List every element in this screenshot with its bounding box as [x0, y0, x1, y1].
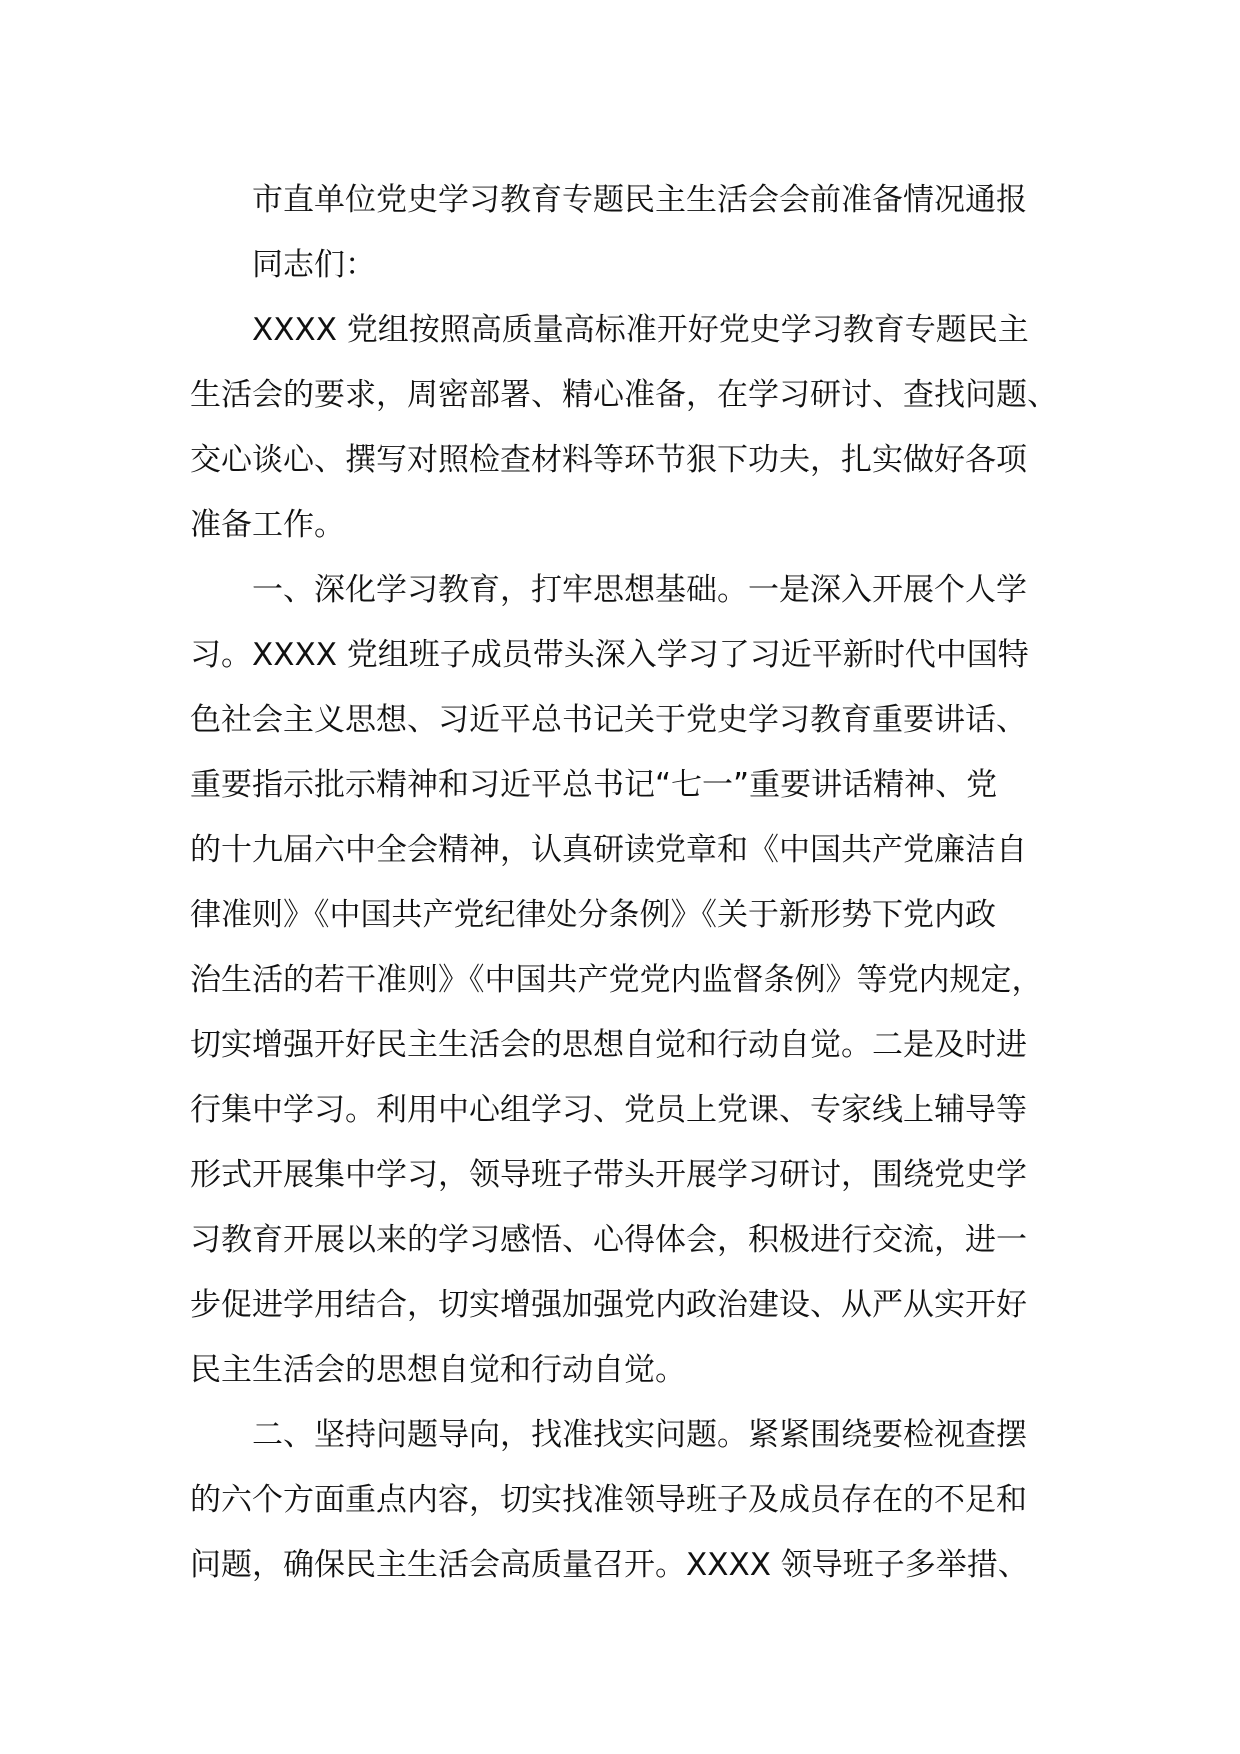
paragraph — [190, 558, 1065, 1403]
paragraph-line: XXXX 党组按照高质量高标准开好党史学习教育专题民主 — [252, 312, 1029, 348]
paragraph-line: 切实增强开好民主生活会的思想自觉和行动自觉。二是及时进 — [190, 1027, 1027, 1063]
paragraph-line: 民主生活会的思想自觉和行动自觉。 — [190, 1352, 686, 1388]
paragraph-line: 准备工作。 — [190, 507, 345, 543]
document-body — [190, 298, 1065, 1598]
paragraph — [190, 298, 1065, 558]
paragraph-line: 的十九届六中全会精神，认真研读党章和《中国共产党廉洁自 — [190, 832, 1027, 868]
paragraph-line: 问题，确保民主生活会高质量召开。XXXX 领导班子多举措、 — [190, 1547, 1029, 1583]
document-page — [190, 168, 1065, 1598]
paragraph-line: 交心谈心、撰写对照检查材料等环节狠下功夫，扎实做好各项 — [190, 442, 1027, 478]
paragraph-line: 习教育开展以来的学习感悟、心得体会，积极进行交流，进一 — [190, 1222, 1027, 1258]
paragraph-line: 一、深化学习教育，打牢思想基础。一是深入开展个人学 — [252, 572, 1027, 608]
paragraph-line: 律准则》《中国共产党纪律处分条例》《关于新形势下党内政 — [190, 897, 996, 933]
paragraph-line: 步促进学用结合，切实增强加强党内政治建设、从严从实开好 — [190, 1287, 1027, 1323]
paragraph-line: 的六个方面重点内容，切实找准领导班子及成员存在的不足和 — [190, 1482, 1027, 1518]
paragraph-line: 色社会主义思想、习近平总书记关于党史学习教育重要讲话、 — [190, 702, 1027, 738]
paragraph-line: 行集中学习。利用中心组学习、党员上党课、专家线上辅导等 — [190, 1092, 1027, 1128]
paragraph-line: 习。XXXX 党组班子成员带头深入学习了习近平新时代中国特 — [190, 637, 1029, 673]
paragraph-line: 生活会的要求，周密部署、精心准备，在学习研讨、查找问题、 — [190, 377, 1058, 413]
paragraph-line: 形式开展集中学习，领导班子带头开展学习研讨，围绕党史学 — [190, 1157, 1027, 1193]
salutation: 同志们： — [252, 247, 376, 283]
paragraph-line: 二、坚持问题导向，找准找实问题。紧紧围绕要检视查摆 — [252, 1417, 1027, 1453]
paragraph-line: 治生活的若干准则》《中国共产党党内监督条例》等党内规定， — [190, 962, 1043, 998]
paragraph-line: 重要指示批示精神和习近平总书记“七一”重要讲话精神、党 — [190, 767, 998, 803]
paragraph — [190, 1403, 1065, 1598]
document-title: 市直单位党史学习教育专题民主生活会会前准备情况通报 — [252, 182, 1027, 218]
